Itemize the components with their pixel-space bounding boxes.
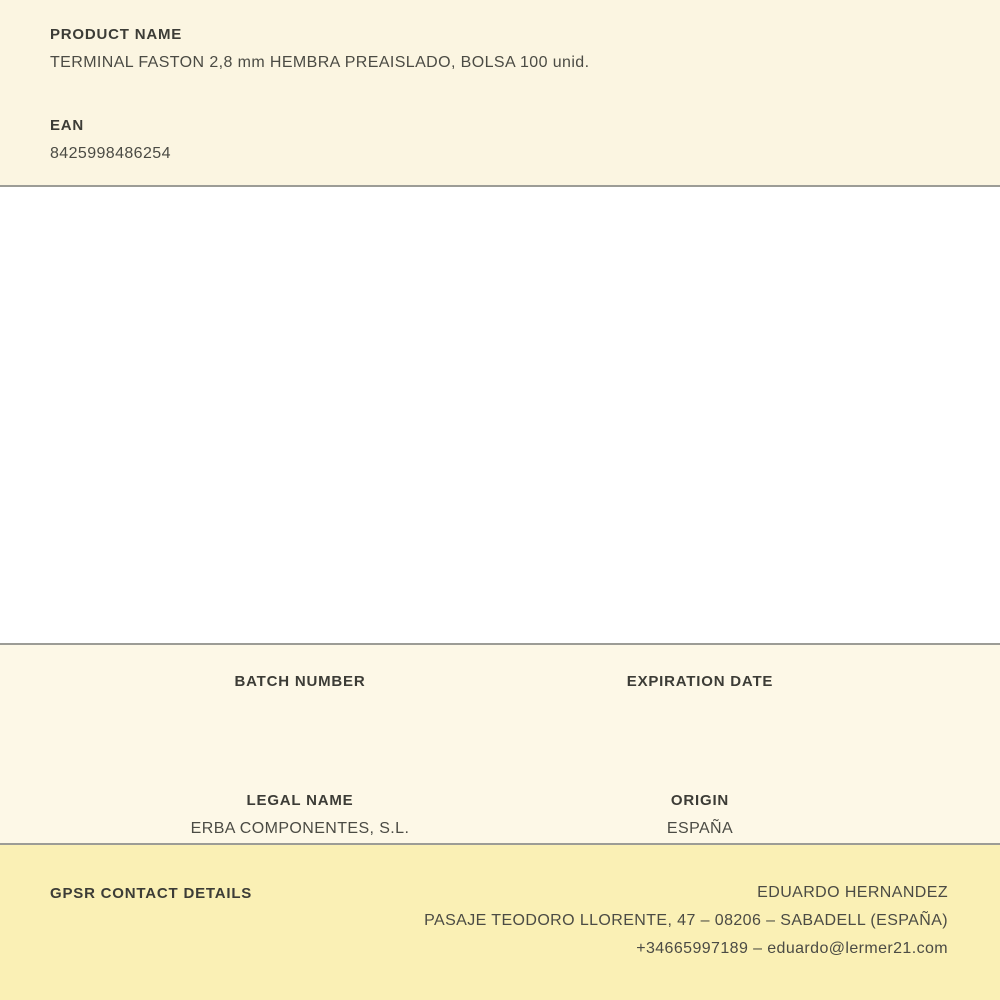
contact-phone-email: +34665997189 – eduardo@lermer21.com <box>636 940 948 957</box>
expiration-date-label: EXPIRATION DATE <box>626 673 774 690</box>
batch-number-value <box>100 701 500 719</box>
batch-number-label: BATCH NUMBER <box>234 673 366 690</box>
gpsr-contact-label: GPSR CONTACT DETAILS <box>50 885 253 902</box>
contact-person-name: EDUARDO HERNANDEZ <box>757 884 948 901</box>
contact-address: PASAJE TEODORO LLORENTE, 47 – 08206 – SABADELL (ESPAÑA) <box>424 912 948 929</box>
product-name-value: TERMINAL FASTON 2,8 mm HEMBRA PREAISLADO, BOLSA 100 unid. <box>50 54 590 71</box>
batch-origin-section <box>0 645 1000 845</box>
product-name-label: PRODUCT NAME <box>50 26 183 43</box>
batch-expiration-row <box>100 673 900 719</box>
product-info-section <box>0 0 1000 187</box>
legal-origin-row <box>100 792 900 838</box>
expiration-date-value <box>500 701 900 719</box>
gpsr-contact-section <box>0 845 1000 1000</box>
origin-cell <box>500 792 900 838</box>
ean-label: EAN <box>50 117 85 134</box>
product-image-area <box>0 187 1000 645</box>
legal-name-cell <box>100 792 500 838</box>
legal-name-value: ERBA COMPONENTES, S.L. <box>190 820 410 837</box>
origin-label: ORIGIN <box>670 792 730 809</box>
ean-value: 8425998486254 <box>50 145 171 162</box>
legal-name-label: LEGAL NAME <box>246 792 354 809</box>
gpsr-contact-info <box>424 884 948 968</box>
origin-value: ESPAÑA <box>666 820 734 837</box>
batch-number-cell <box>100 673 500 719</box>
expiration-date-cell <box>500 673 900 719</box>
